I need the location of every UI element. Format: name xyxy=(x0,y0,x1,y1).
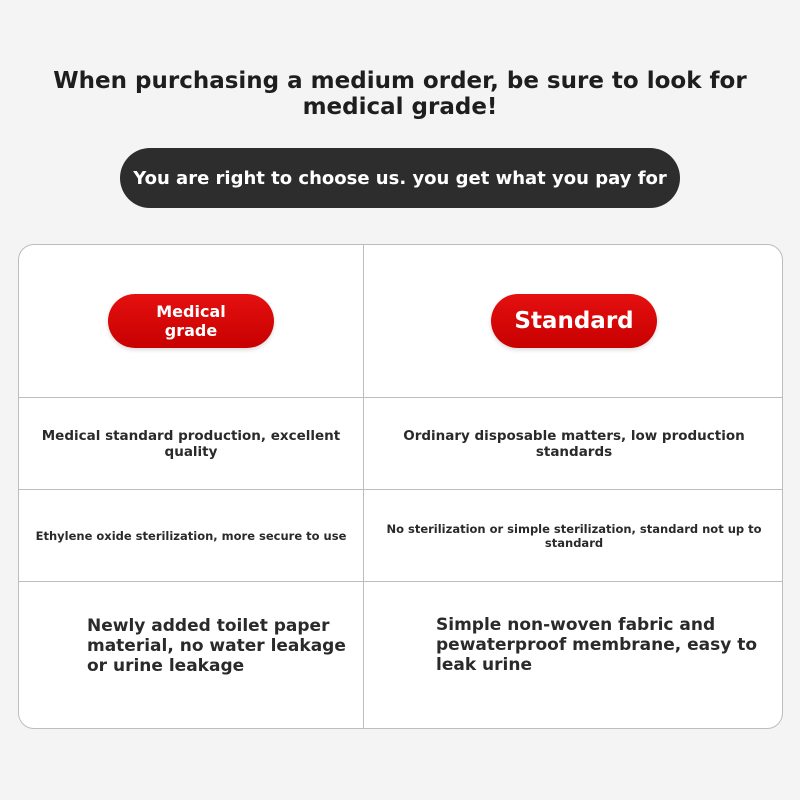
table-cell-standard: Ordinary disposable matters, low production standards xyxy=(403,427,745,460)
table-cell-standard: No sterilization or simple sterilization, standard not up to standard xyxy=(386,521,762,550)
medical-grade-badge xyxy=(108,294,274,348)
page-title: When purchasing a medium order, be sure to look for medical grade! xyxy=(53,68,747,120)
table-cell-medical: Newly added toilet paper material, no water leakage or urine leakage xyxy=(87,616,346,676)
standard-label: Standard xyxy=(514,308,634,334)
standard-badge xyxy=(491,294,657,348)
header-cell-medical xyxy=(19,245,363,397)
header-cell-standard xyxy=(364,245,783,397)
medical-grade-label: Medical grade xyxy=(156,302,226,340)
slogan-text: You are right to choose us. you get what you pay for xyxy=(133,167,667,189)
table-cell-standard: Simple non-woven fabric and pewaterproof membrane, easy to leak urine xyxy=(436,615,758,675)
slogan-banner xyxy=(120,148,680,208)
table-cell-medical: Medical standard production, excellent quality xyxy=(41,427,341,460)
comparison-table xyxy=(18,244,783,729)
table-cell-medical: Ethylene oxide sterilization, more secure to use xyxy=(35,528,347,543)
